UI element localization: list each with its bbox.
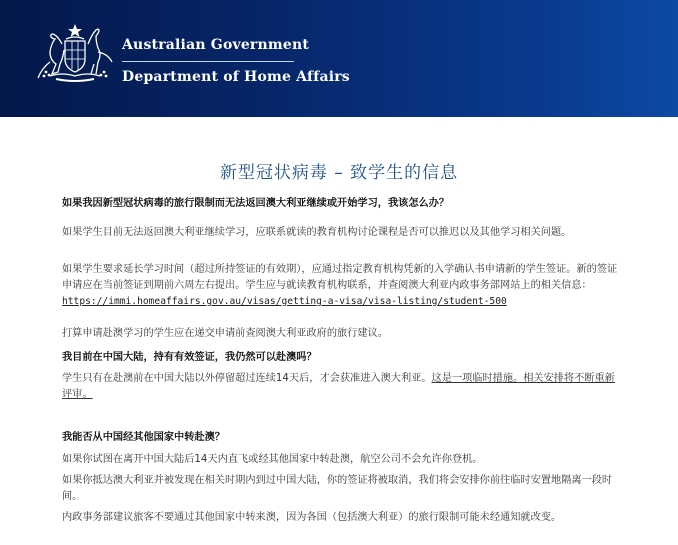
header-banner <box>0 0 678 117</box>
header-divider <box>122 61 294 62</box>
question-1: 如果我因新型冠状病毒的旅行限制而无法返回澳大利亚继续或开始学习，我该怎么办？ <box>62 198 450 209</box>
coat-of-arms-icon <box>36 22 114 84</box>
question-2: 我目前在中国大陆，持有有效签证，我仍然可以赴澳吗？ <box>62 352 317 363</box>
paragraph-2-text: 如果学生要求延长学习时间（超过所持签证的有效期），应通过指定教育机构凭新的入学确认书申请新的学生签证。新的签证申请应在当前签证到期前六周左右提出。学生应与就读教育机构联系，并查阅澳大利亚内政事务部网站上的相关信息： <box>62 264 618 291</box>
paragraph-5: 如果你试图在离开中国大陆后14天内直飞或经其他国家中转赴澳，航空公司不会允许你登机。 <box>62 454 483 465</box>
paragraph-4 <box>62 371 622 403</box>
visa-listing-link[interactable]: https://immi.homeaffairs.gov.au/visas/getting-a-visa/visa-listing/student-500 <box>62 296 507 307</box>
temporary-measure-note: 这是一项临时措施。相关安排将不断重新评审。 <box>62 373 615 400</box>
paragraph-6: 如果你抵达澳大利亚并被发现在相关时期内到过中国大陆，你的签证将被取消，我们将会安排你前往临时安置地隔离一段时间。 <box>62 475 613 502</box>
department-name: Department of Home Affairs <box>122 69 350 85</box>
paragraph-7: 内政事务部建议旅客不要通过其他国家中转来澳，因为各国（包括澳大利亚）的旅行限制可能未经通知就改变。 <box>62 512 562 523</box>
page-title: 新型冠状病毒 – 致学生的信息 <box>219 163 459 183</box>
paragraph-3: 打算申请赴澳学习的学生应在递交申请前查阅澳大利亚政府的旅行建议。 <box>62 328 388 339</box>
agency-name <box>122 37 350 85</box>
paragraph-2 <box>62 262 622 310</box>
paragraph-1: 如果学生目前无法返回澳大利亚继续学习，应联系就读的教育机构讨论课程是否可以推迟以及其他学习相关问题。 <box>62 227 572 238</box>
government-name: Australian Government <box>122 37 310 53</box>
question-3: 我能否从中国经其他国家中转赴澳？ <box>62 432 225 443</box>
paragraph-4-text: 学生只有在赴澳前在中国大陆以外停留超过连续14天后，才会获准进入澳大利亚。 <box>62 373 432 384</box>
